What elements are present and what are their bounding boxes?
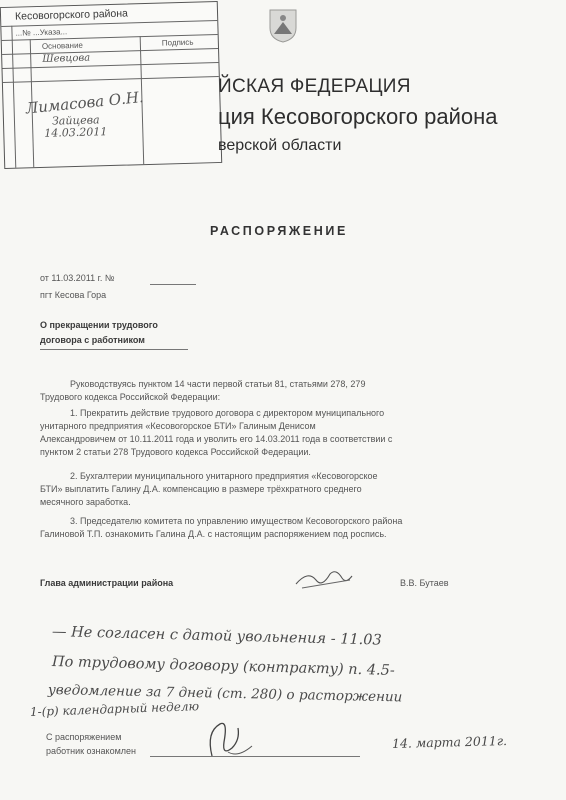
- handwritten-objection-line-4: 1-(р) календарный неделю: [29, 699, 200, 719]
- body-item1-line3: Александровичем от 10.11.2011 года и уволить его 14.03.2011 года в соответствии с: [40, 434, 393, 444]
- subject-underline: [40, 349, 188, 350]
- acknowledgement-date: 14. марта 2011г.: [391, 732, 508, 751]
- body-item2-line2: БТИ» выплатить Галину Д.А. компенсацию в размере трёхкратного среднего: [40, 484, 362, 494]
- body-item2-line3: месячного заработка.: [40, 497, 131, 507]
- order-number-line: [150, 284, 196, 285]
- body-intro-1: Руководствуясь пунктом 14 части первой статьи 81, статьями 278, 279: [70, 379, 366, 389]
- stamp-rule: [11, 26, 16, 168]
- stamp-col-basis: Основание: [41, 40, 84, 51]
- document-title: РАСПОРЯЖЕНИЕ: [210, 224, 348, 238]
- body-item1-line4: пунктом 2 статьи 278 Трудового кодекса Российской Федерации.: [40, 447, 311, 457]
- subject-line-1: О прекращении трудового: [40, 320, 158, 330]
- body-item1-line2: унитарного предприятия «Кесовогорское БТИ» Галиным Денисом: [40, 421, 316, 431]
- body-item3-line2: Галиновой Т.П. ознакомить Галина Д.А. с настоящим распоряжением под роспись.: [40, 529, 387, 539]
- order-place: пгт Кесова Гора: [40, 290, 107, 300]
- head-signature: [292, 566, 356, 592]
- stamp-rule: [2, 48, 218, 55]
- stamp-signature: Лимасова О.Н.: [24, 88, 145, 118]
- stamp-col-signature: Подпись: [161, 37, 194, 48]
- stamp-title: Кесовогорского района: [14, 7, 129, 23]
- handwritten-objection-line-2: По трудовому договору (контракту) п. 4.5-: [51, 654, 395, 679]
- body-intro-2: Трудового кодекса Российской Федерации:: [40, 392, 221, 402]
- body-item2-line1: 2. Бухгалтерии муниципального унитарного предприятия «Кесовогорское: [70, 471, 378, 481]
- signatory-name: В.В. Бутаев: [400, 578, 449, 588]
- body-item3-line1: 3. Председателю комитета по управлению имуществом Кесовогорского района: [70, 516, 403, 526]
- coat-of-arms-icon: [268, 8, 298, 44]
- body-item1-line1: 1. Прекратить действие трудового договора с директором муниципального: [70, 408, 385, 418]
- order-date: от 11.03.2011 г. №: [40, 273, 115, 283]
- acknowledgement-line-2: работник ознакомлен: [46, 746, 136, 756]
- stamp-rule: [2, 62, 218, 69]
- letterhead-country: ЙСКАЯ ФЕДЕРАЦИЯ: [218, 76, 411, 97]
- signatory-title: Глава администрации района: [40, 578, 174, 588]
- handwritten-objection-line-3: уведомление за 7 дней (ст. 280) о расторжении: [47, 682, 403, 706]
- stamp-handwriting: Шевцова: [42, 52, 91, 65]
- letterhead-administration: ция Кесовогорского района: [218, 104, 498, 129]
- acknowledgement-line-1: С распоряжением: [46, 732, 122, 742]
- stamp-rule: [3, 76, 219, 83]
- letterhead-region: верской области: [218, 137, 342, 154]
- subject-line-2: договора с работником: [40, 335, 145, 345]
- employee-signature: [198, 712, 258, 762]
- stamp-header-row: ...№ ...Указа...: [15, 27, 68, 38]
- stamp-handwriting: Зайцева: [51, 113, 100, 128]
- handwritten-objection-line-1: — Не согласен с датой увольнения - 11.03: [51, 624, 382, 649]
- registration-stamp: [0, 1, 222, 169]
- stamp-handwriting: 14.03.2011: [44, 125, 108, 140]
